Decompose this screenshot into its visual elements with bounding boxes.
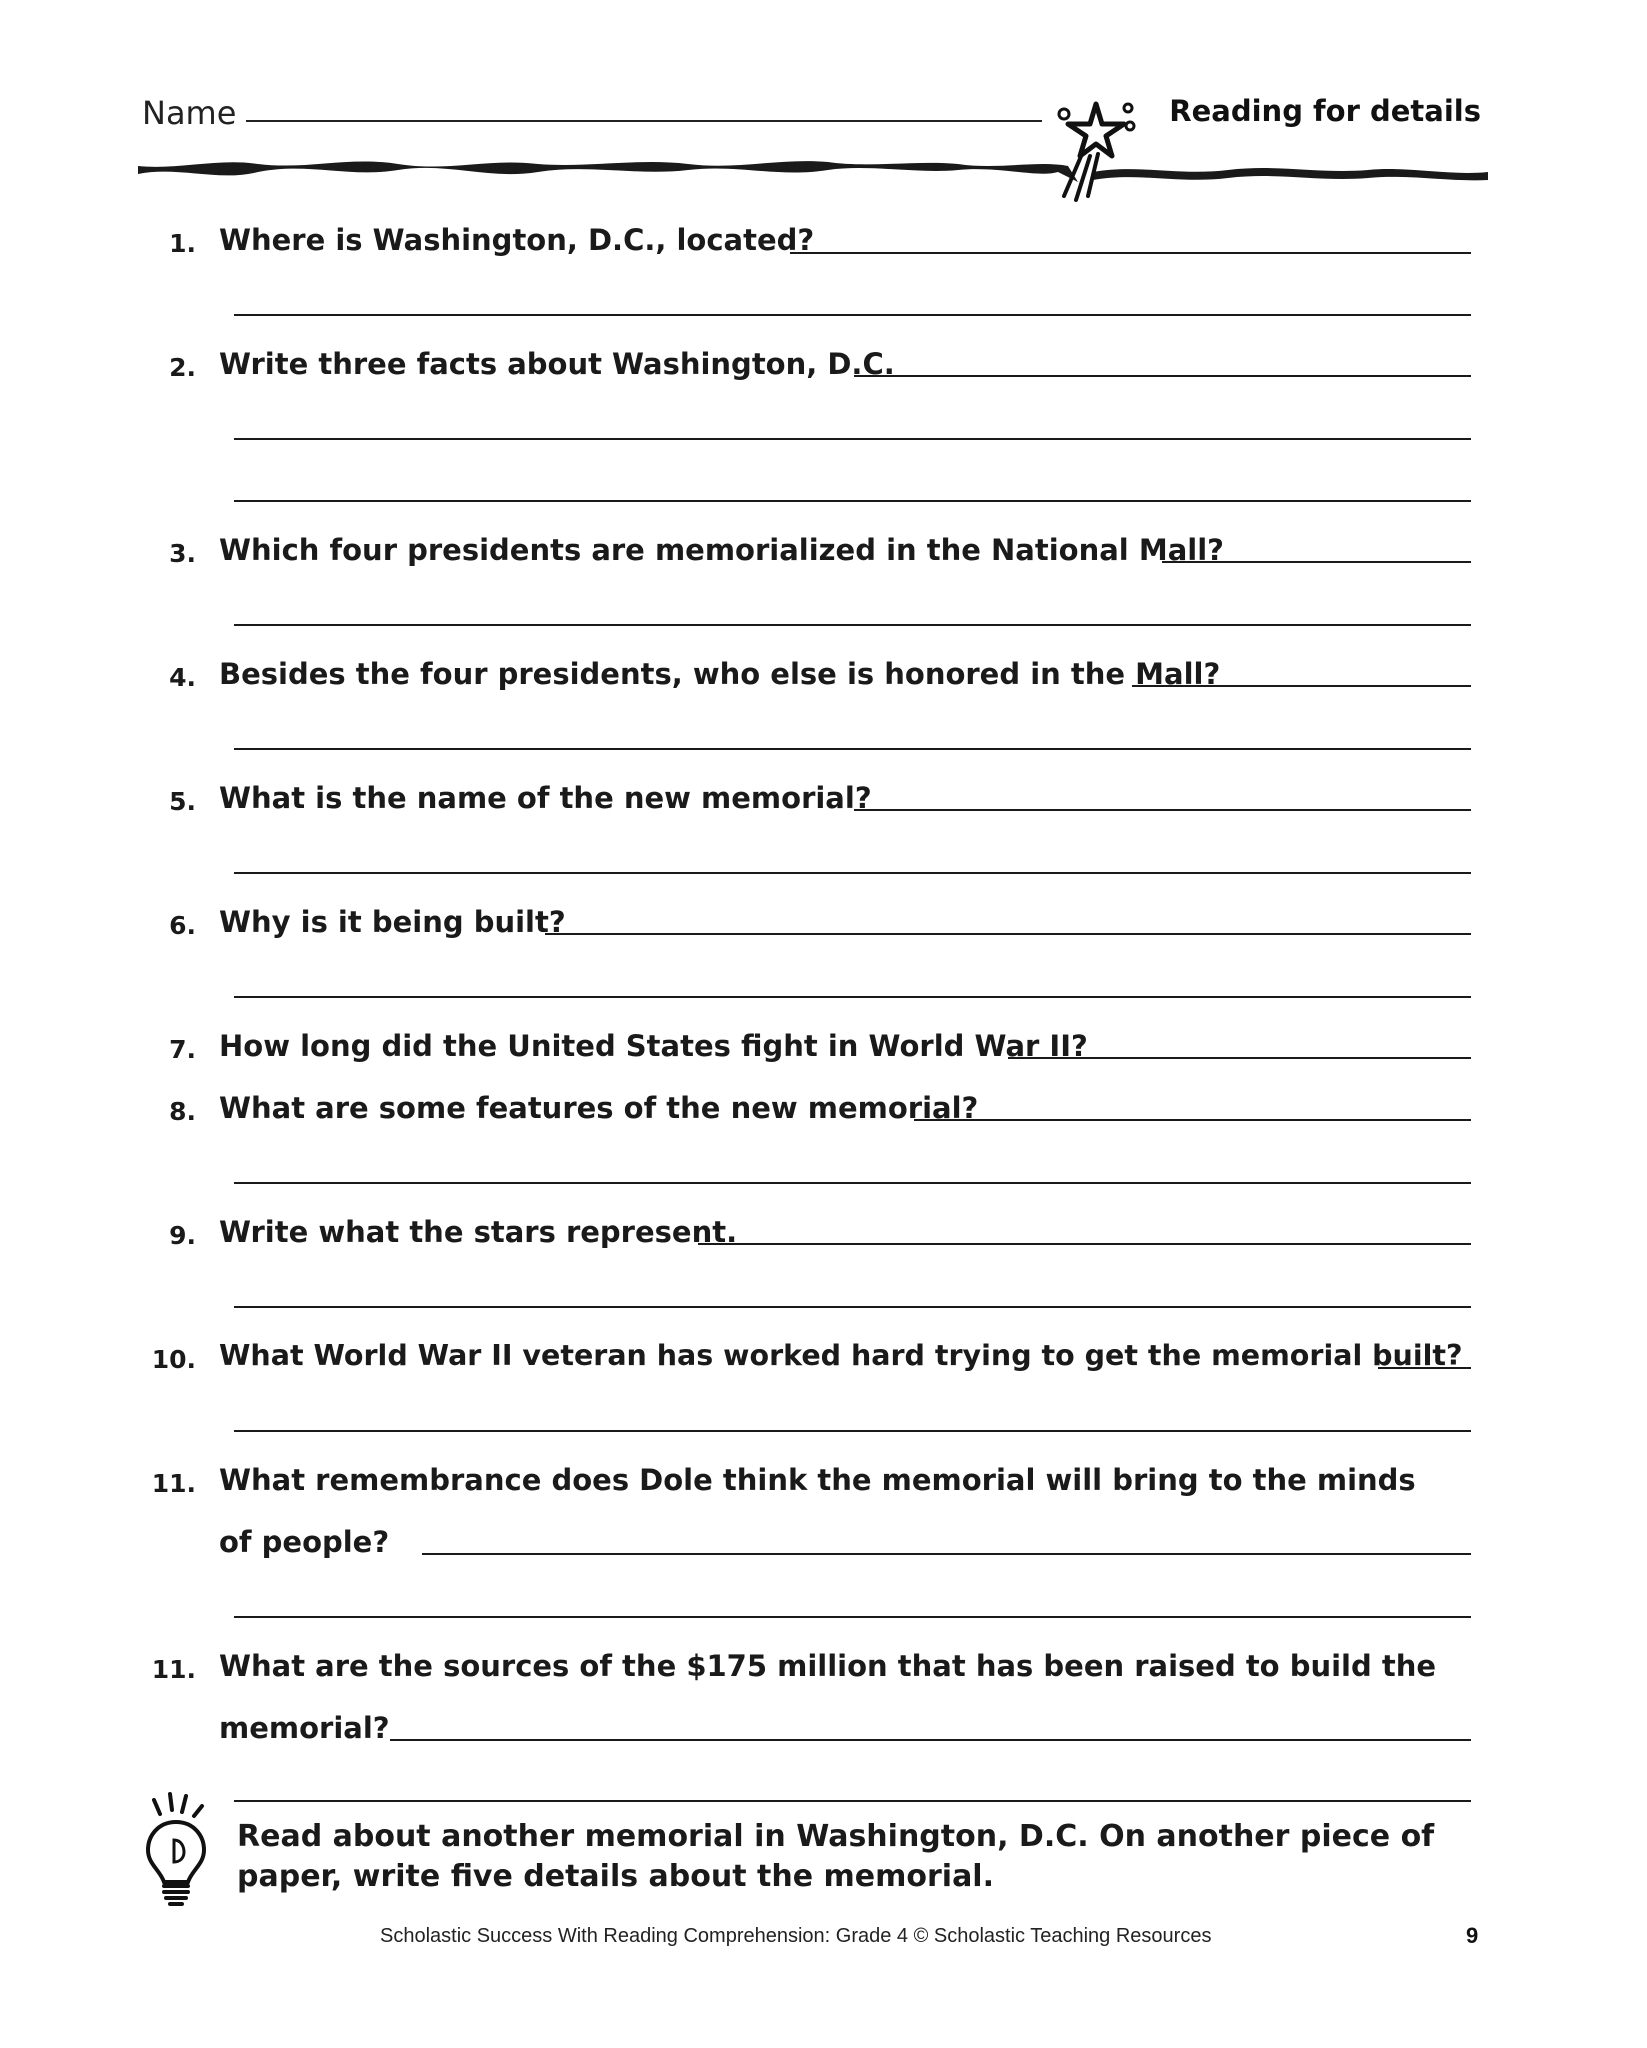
answer-line[interactable]	[234, 996, 1471, 998]
answer-line[interactable]	[1008, 1057, 1471, 1059]
question-3-text: Which four presidents are memorialized in the National Mall?	[219, 533, 1224, 567]
answer-line[interactable]	[234, 500, 1471, 502]
question-3-number: 3.	[169, 539, 196, 568]
answer-line[interactable]	[234, 748, 1471, 750]
answer-line[interactable]	[234, 1430, 1471, 1432]
answer-line[interactable]	[790, 252, 1471, 254]
answer-line[interactable]	[1162, 561, 1471, 563]
question-2-text: Write three facts about Washington, D.C.	[219, 347, 895, 381]
shooting-star-icon	[1050, 96, 1140, 206]
answer-line[interactable]	[914, 1119, 1471, 1121]
wavy-divider	[138, 152, 1488, 192]
name-answer-line[interactable]	[246, 120, 1042, 122]
answer-line[interactable]	[545, 933, 1471, 935]
answer-line[interactable]	[1378, 1367, 1471, 1369]
question-12-text: What are the sources of the $175 million that has been raised to build the	[219, 1649, 1437, 1683]
answer-line[interactable]	[234, 1306, 1471, 1308]
question-4-text: Besides the four presidents, who else is honored in the Mall?	[219, 657, 1221, 691]
question-10-text: What World War II veteran has worked hard trying to get the memorial built?	[219, 1339, 1463, 1372]
question-10-number: 10.	[151, 1345, 196, 1374]
question-11-text: What remembrance does Dole think the memorial will bring to the minds	[219, 1463, 1416, 1497]
answer-line[interactable]	[234, 1800, 1471, 1802]
question-7-number: 7.	[169, 1035, 196, 1064]
answer-line[interactable]	[234, 624, 1471, 626]
question-1-number: 1.	[169, 229, 196, 258]
question-4-number: 4.	[169, 663, 196, 692]
activity-tip: Read about another memorial in Washington, D.C. On another piece of paper, write five details about the memorial.	[237, 1819, 1435, 1894]
answer-line[interactable]	[854, 375, 1471, 377]
question-9-number: 9.	[169, 1221, 196, 1250]
question-12-text-continued: memorial?	[219, 1711, 390, 1745]
question-2-number: 2.	[169, 353, 196, 382]
page-number: 9	[1466, 1923, 1479, 1948]
question-8-number: 8.	[169, 1097, 196, 1126]
question-11-text-continued: of people?	[219, 1525, 390, 1559]
answer-line[interactable]	[234, 314, 1471, 316]
question-12-number: 11.	[151, 1655, 196, 1684]
question-8-text: What are some features of the new memorial?	[219, 1091, 979, 1125]
question-11-number: 11.	[151, 1469, 196, 1498]
answer-line[interactable]	[234, 438, 1471, 440]
answer-line[interactable]	[234, 1182, 1471, 1184]
answer-line[interactable]	[390, 1739, 1471, 1741]
answer-line[interactable]	[1132, 685, 1471, 687]
footer-credit: Scholastic Success With Reading Comprehension: Grade 4 © Scholastic Teaching Resources	[380, 1925, 1212, 1947]
lightbulb-icon	[140, 1790, 220, 1910]
question-1-text: Where is Washington, D.C., located?	[219, 223, 815, 257]
question-7-text: How long did the United States fight in World War II?	[219, 1029, 1088, 1063]
question-5-number: 5.	[169, 787, 196, 816]
answer-line[interactable]	[698, 1243, 1471, 1245]
answer-line[interactable]	[234, 1616, 1471, 1618]
question-6-number: 6.	[169, 911, 196, 940]
answer-line[interactable]	[422, 1553, 1471, 1555]
worksheet-title: Reading for details	[1169, 94, 1481, 128]
answer-line[interactable]	[234, 872, 1471, 874]
question-9-text: Write what the stars represent.	[219, 1215, 738, 1249]
answer-line[interactable]	[854, 809, 1471, 811]
name-label: Name	[142, 94, 237, 132]
question-6-text: Why is it being built?	[219, 905, 566, 939]
question-5-text: What is the name of the new memorial?	[219, 781, 872, 815]
